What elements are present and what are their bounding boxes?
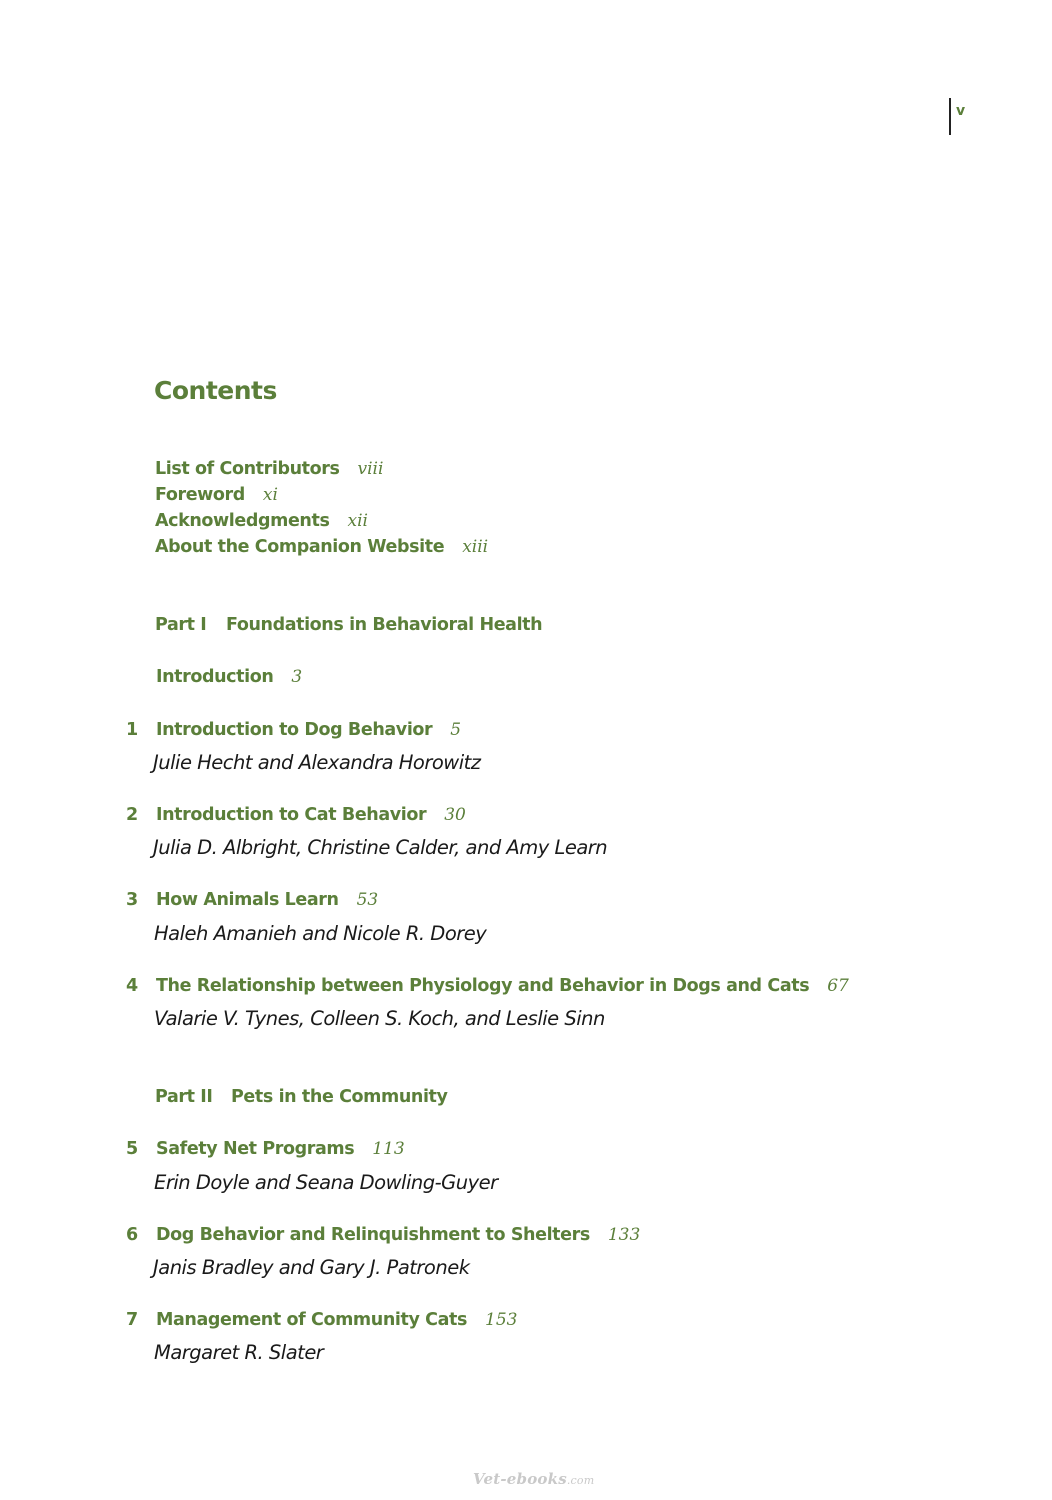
toc-entry-page: viii <box>357 459 384 479</box>
toc-entry[interactable] <box>155 485 278 505</box>
chapter-page: 153 <box>485 1310 518 1330</box>
chapter-authors: Margaret R. Slater <box>154 1341 324 1364</box>
chapter-number: 6 <box>126 1225 139 1245</box>
toc-entry-page: 3 <box>291 667 303 687</box>
chapter-authors: Valarie V. Tynes, Colleen S. Koch, and Leslie Sinn <box>154 1007 605 1030</box>
part-heading <box>155 615 542 635</box>
toc-entry-page: xiii <box>462 537 489 557</box>
toc-entry-title: Foreword <box>155 485 245 505</box>
part-title: Foundations in Behavioral Health <box>226 615 543 635</box>
chapter-title: Dog Behavior and Relinquishment to Shelters <box>156 1225 590 1245</box>
chapter-title: Management of Community Cats <box>156 1310 467 1330</box>
toc-entry[interactable] <box>155 459 383 479</box>
chapter-page: 30 <box>444 805 466 825</box>
toc-entry-title: About the Companion Website <box>155 537 445 557</box>
chapter-number: 5 <box>126 1139 139 1159</box>
toc-entry-title: List of Contributors <box>155 459 340 479</box>
chapter-number: 7 <box>126 1310 139 1330</box>
chapter-title: Introduction to Cat Behavior <box>156 805 427 825</box>
chapter-title: How Animals Learn <box>156 890 339 910</box>
toc-entry-title: Acknowledgments <box>155 511 330 531</box>
page-number: v <box>956 103 966 119</box>
chapter-number: 4 <box>126 976 139 996</box>
chapter-title: The Relationship between Physiology and Behavior in Dogs and Cats <box>156 976 810 996</box>
toc-entry[interactable] <box>155 511 368 531</box>
chapter-authors: Julie Hecht and Alexandra Horowitz <box>153 751 481 774</box>
chapter-page: 53 <box>356 890 379 910</box>
chapter-number: 3 <box>126 890 139 910</box>
page-number-rule <box>949 98 951 135</box>
chapter-page: 133 <box>607 1225 641 1245</box>
watermark-logo <box>473 1470 594 1488</box>
toc-entry-page: xii <box>347 511 368 531</box>
toc-entry-introduction[interactable] <box>156 667 302 687</box>
toc-entry-title: Introduction <box>156 667 274 687</box>
page-title: Contents <box>154 376 277 405</box>
chapter-number: 1 <box>126 720 139 740</box>
toc-entry[interactable] <box>155 537 488 557</box>
chapter-authors: Haleh Amanieh and Nicole R. Dorey <box>154 922 487 945</box>
watermark-text: Vet-ebooks <box>473 1470 567 1488</box>
part-label: Part II <box>155 1087 213 1107</box>
part-label: Part I <box>155 615 207 635</box>
chapter-authors: Erin Doyle and Seana Dowling-Guyer <box>154 1171 498 1194</box>
chapter-page: 5 <box>450 720 462 740</box>
chapter-number: 2 <box>126 805 139 825</box>
chapter-title: Introduction to Dog Behavior <box>156 720 433 740</box>
toc-entry-page: xi <box>262 485 278 505</box>
chapter-authors: Julia D. Albright, Christine Calder, and Amy Learn <box>153 836 608 859</box>
chapter-page: 113 <box>372 1139 405 1159</box>
chapter-authors: Janis Bradley and Gary J. Patronek <box>153 1256 470 1279</box>
part-heading <box>155 1087 448 1107</box>
watermark-domain: .com <box>566 1474 595 1487</box>
part-title: Pets in the Community <box>231 1087 448 1107</box>
chapter-title: Safety Net Programs <box>156 1139 355 1159</box>
chapter-page: 67 <box>827 976 849 996</box>
